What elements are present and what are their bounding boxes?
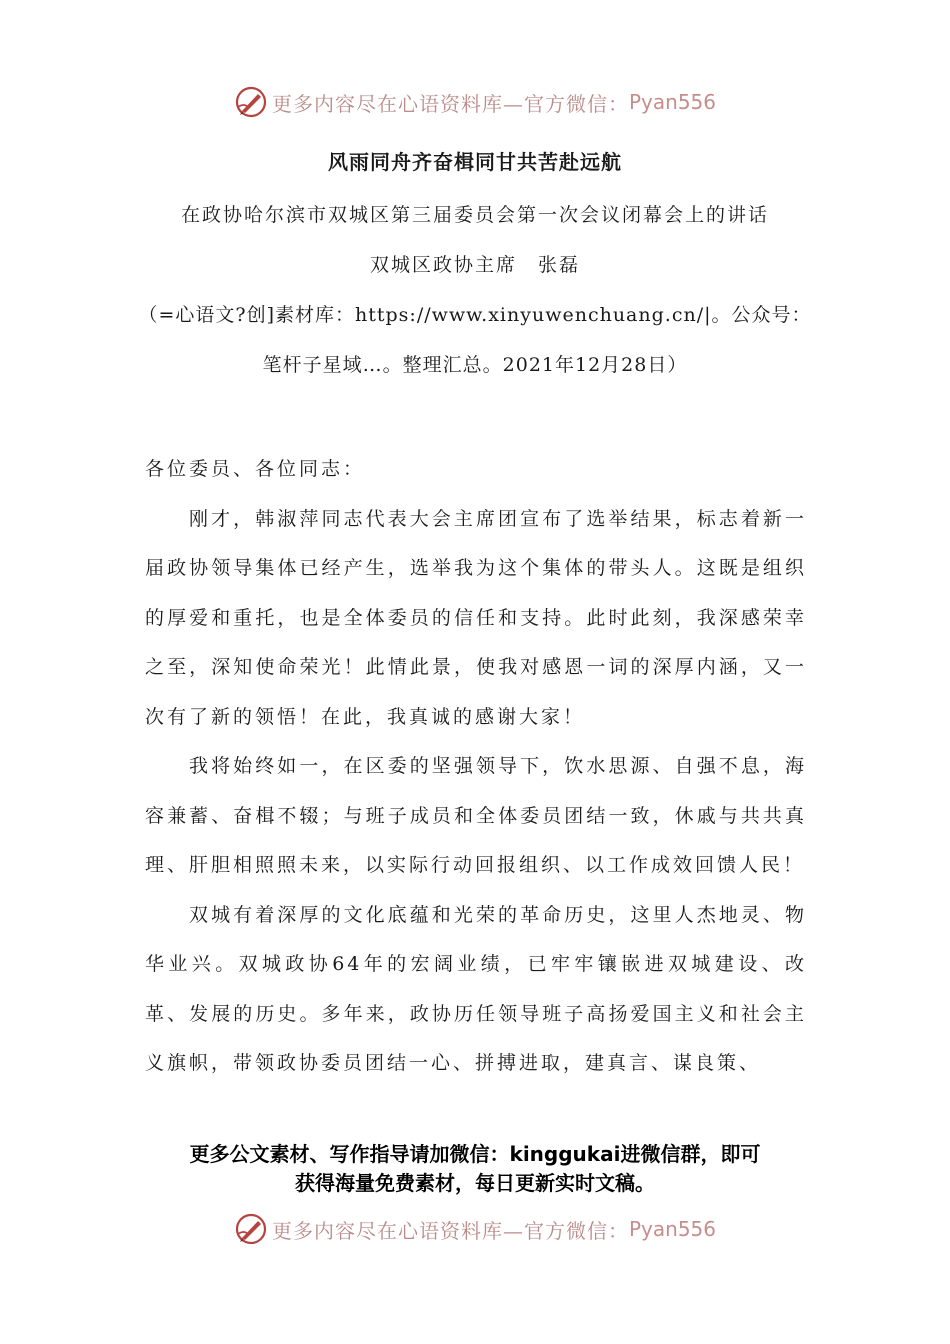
footer-banner <box>0 1209 950 1249</box>
pen-logo-icon <box>234 1212 268 1246</box>
header-banner-wechat-id: Pyan556 <box>628 90 716 114</box>
promo-line-2: 获得海量免费素材，每日更新实时文稿。 <box>295 1171 655 1195</box>
footer-banner-text: 更多内容尽在心语资料库—官方微信： <box>271 1218 629 1243</box>
paragraph: 我将始终如一，在区委的坚强领导下，饮水思源、自强不息，海容兼蓄、奋楫不辍；与班子成员和全体委员团结一致，休戚与共共真理、肝胆相照照未来，以实际行动回报组织、以工作成效回馈人民！ <box>145 755 807 876</box>
document-title: 风雨同舟齐奋楫同甘共苦赴远航 <box>328 152 622 174</box>
document-speaker: 双城区政协主席 张磊 <box>369 254 580 276</box>
header-banner <box>0 82 950 122</box>
footer-banner-wechat-id: Pyan556 <box>628 1217 716 1241</box>
document-body <box>145 445 807 1089</box>
salutation: 各位委员、各位同志： <box>145 458 366 480</box>
pen-logo-icon <box>234 85 268 119</box>
source-line-2: 笔杆子星域…。整理汇总。2021年12月28日） <box>262 354 688 376</box>
paragraph: 双城有着深厚的文化底蕴和光荣的革命历史，这里人杰地灵、物华业兴。双城政协64年的宏阔业绩，已牢牢镶嵌进双城建设、改革、发展的历史。多年来，政协历任领导班子高扬爱国主义和社会主义旗帜，带领政协委员团结一心、拼搏进取，建真言、谋良策、 <box>145 903 807 1074</box>
paragraph: 刚才，韩淑萍同志代表大会主席团宣布了选举结果，标志着新一届政协领导集体已经产生，选举我为这个集体的带头人。这既是组织的厚爱和重托，也是全体委员的信任和支持。此时此刻，我深感荣幸之至，深知使命荣光！此情此景，使我对感恩一词的深厚内涵，又一次有了新的领悟！在此，我真诚的感谢大家！ <box>145 507 807 728</box>
promo-line-1: 更多公文素材、写作指导请加微信：kinggukai进微信群，即可 <box>189 1142 761 1166</box>
document-subtitle: 在政协哈尔滨市双城区第三届委员会第一次会议闭幕会上的讲话 <box>180 204 769 226</box>
source-line-1: （=心语文?创]素材库：https://www.xinyuwenchuang.cn/|。公众号： <box>138 304 812 326</box>
header-banner-text: 更多内容尽在心语资料库—官方微信： <box>271 91 629 116</box>
